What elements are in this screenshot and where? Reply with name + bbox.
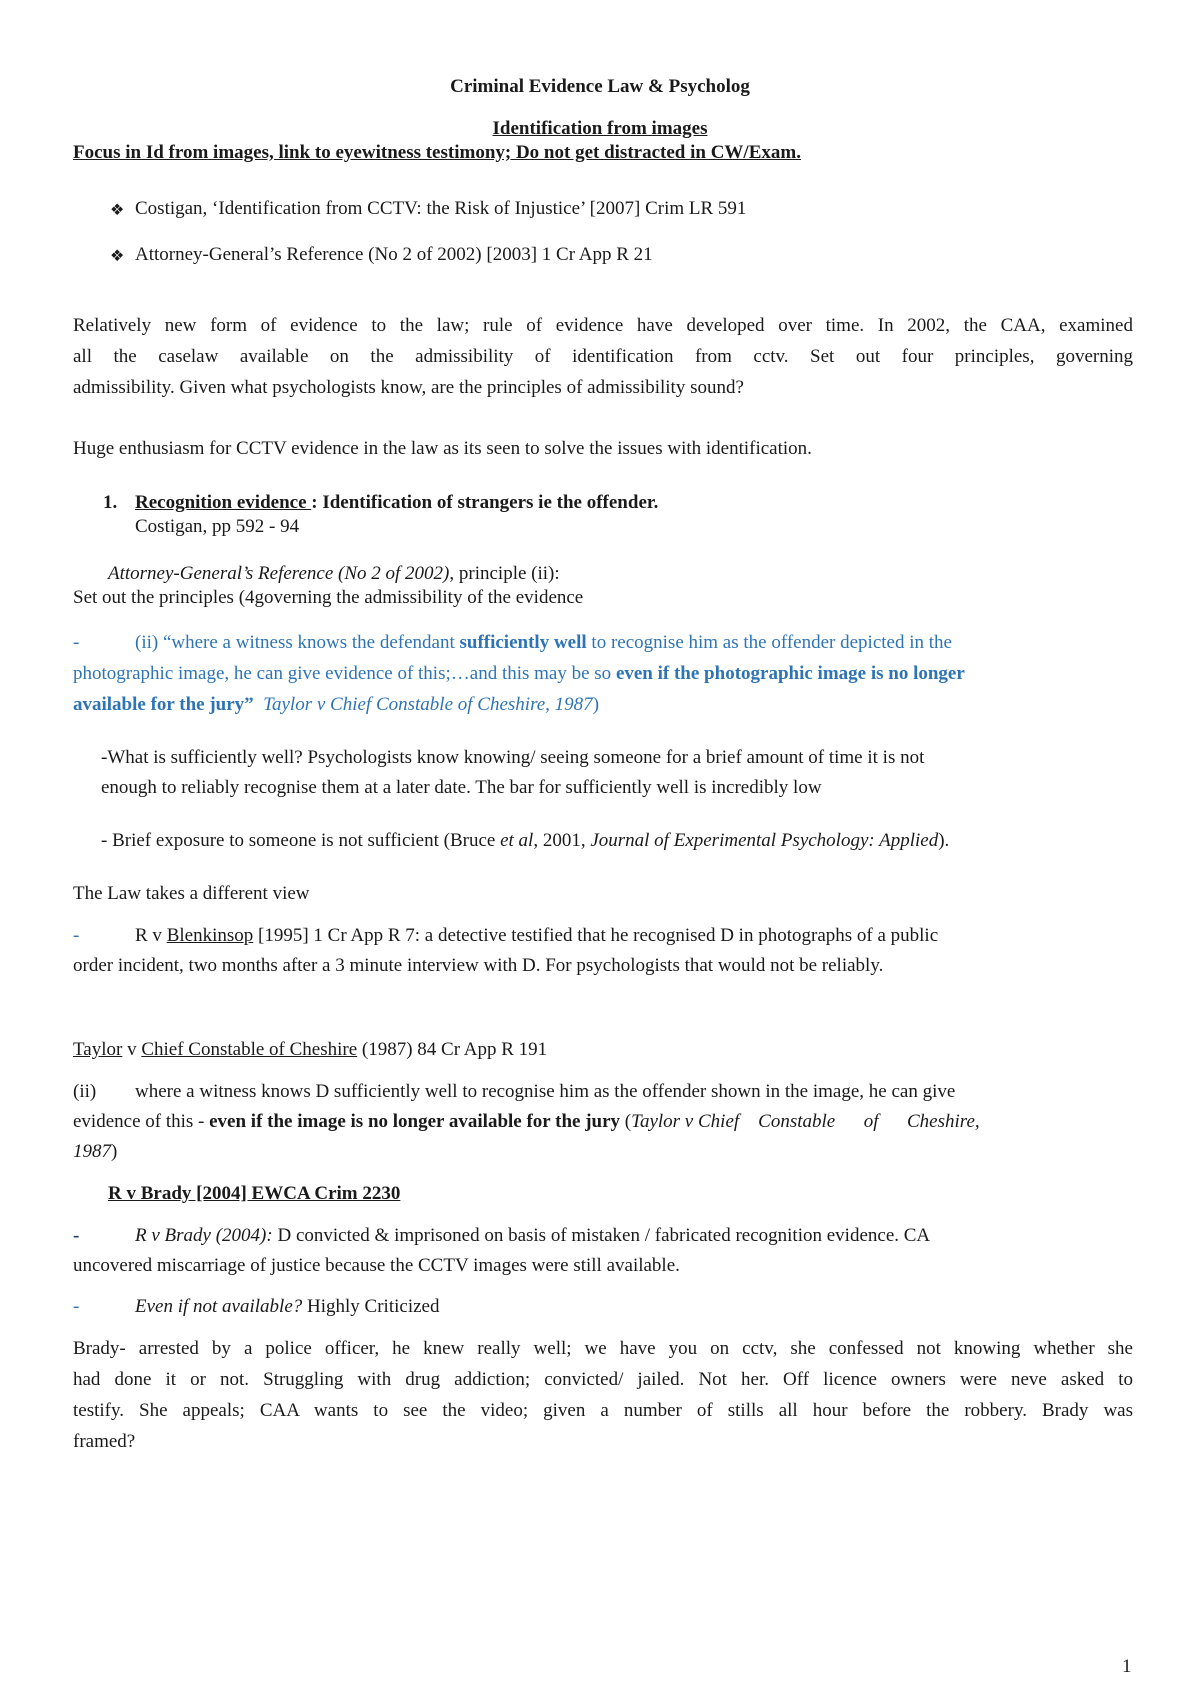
quote-text: )	[592, 694, 600, 715]
blenkinsop-case: Blenkinsop	[166, 925, 254, 946]
taylor-text: evidence of this -	[73, 1111, 210, 1132]
intro-line-2: all the caselaw available on the admissibility of identification from cctv. Set out four principles, governing	[73, 346, 1133, 367]
brady-para-1: Brady- arrested by a police officer, he knew really well; we have you on cctv, she confessed not knowing whether she	[73, 1338, 1133, 1359]
brady-question-text: Highly Criticized	[302, 1296, 440, 1317]
journal-name: Journal of Experimental Psychology: Applied	[590, 830, 939, 851]
case-prefix: R v	[135, 925, 167, 946]
reading-ag-reference: Attorney-General’s Reference (No 2 of 2002) [2003] 1 Cr App R 21	[135, 244, 653, 265]
ag-principle-line	[108, 563, 1168, 585]
note-text: - Brief exposure to someone is not sufficient (Bruce	[101, 830, 501, 851]
brady-para-4: framed?	[73, 1431, 136, 1452]
section-1-heading	[135, 492, 1195, 514]
note-text: , 2001,	[533, 830, 591, 851]
section-1-reference: Costigan, pp 592 - 94	[135, 516, 300, 537]
quote-emphasis: sufficiently well	[459, 632, 587, 653]
brady-line-2: uncovered miscarriage of justice because the CCTV images were still available.	[73, 1255, 680, 1276]
taylor-citation: (1987) 84 Cr App R 191	[357, 1039, 548, 1060]
case-v: v	[122, 1039, 142, 1060]
quote-line-2	[73, 663, 1133, 685]
brady-para-2: had done it or not. Struggling with drug addiction; convicted/ jailed. Not her. Off licence owners were neve asked to	[73, 1369, 1133, 1390]
note-sufficiently-well-1: -What is sufficiently well? Psychologists know knowing/ seeing someone for a brief amount of time it is not	[101, 747, 925, 768]
taylor-year: 1987	[73, 1141, 111, 1162]
quote-case-name: Taylor v Chief Constable of Cheshire, 1987	[263, 694, 593, 715]
focus-note: Focus in Id from images, link to eyewitness testimony; Do not get distracted in CW/Exam.	[73, 142, 801, 163]
section-1-heading-rest: : Identification of strangers ie the offender.	[311, 492, 659, 513]
blenkinsop-line-2: order incident, two months after a 3 minute interview with D. For psychologists that would not be reliably.	[73, 955, 884, 976]
taylor-line-3	[73, 1141, 1133, 1163]
brady-question	[135, 1296, 1195, 1318]
quote-line-1	[135, 632, 1195, 654]
diamond-bullet-icon: ❖	[110, 248, 125, 265]
brady-question-italic: Even if not available?	[135, 1296, 303, 1317]
taylor-line-2	[73, 1111, 1133, 1133]
intro-enthusiasm: Huge enthusiasm for CCTV evidence in the law as its seen to solve the issues with identification.	[73, 438, 812, 459]
brady-line-1	[135, 1225, 1195, 1247]
quote-text: (ii) “where a witness knows the defendant	[135, 632, 460, 653]
ag-case-name: Attorney-General’s Reference (No 2 of 2002)	[108, 563, 450, 584]
taylor-case: Taylor	[73, 1039, 123, 1060]
intro-line-1: Relatively new form of evidence to the law; rule of evidence have developed over time. In 2002, the CAA, examined	[73, 315, 1133, 336]
course-title: Criminal Evidence Law & Psycholog	[450, 76, 750, 97]
page-number: 1	[1122, 1656, 1132, 1677]
taylor-text: )	[111, 1141, 118, 1162]
taylor-emphasis: even if the image is no longer available for the jury	[209, 1111, 621, 1132]
quote-text: to recognise him as the offender depicted in the	[586, 632, 952, 653]
diamond-bullet-icon: ❖	[110, 202, 125, 219]
reading-costigan: Costigan, ‘Identification from CCTV: the Risk of Injustice’ [2007] Crim LR 591	[135, 198, 747, 219]
quote-emphasis: available for the jury”	[73, 694, 254, 715]
brady-case: R v Brady (2004):	[135, 1225, 273, 1246]
blenkinsop-line-1	[135, 925, 1195, 947]
note-brief-exposure	[101, 830, 1161, 852]
intro-line-3: admissibility. Given what psychologists know, are the principles of admissibility sound?	[73, 377, 744, 398]
brady-para-3: testify. She appeals; CAA wants to see the video; given a number of stills all hour before the robbery. Brady was	[73, 1400, 1133, 1421]
principles-line: Set out the principles (4governing the admissibility of the evidence	[73, 587, 584, 608]
law-dash: -	[73, 925, 80, 946]
cheshire-case: Chief Constable of Cheshire	[141, 1039, 358, 1060]
brady-dash: -	[73, 1225, 80, 1246]
quote-text: photographic image, he can give evidence of this;…and this may be so	[73, 663, 616, 684]
quote-line-3	[73, 694, 1133, 716]
brady-heading: R v Brady [2004] EWCA Crim 2230	[108, 1183, 401, 1204]
taylor-num: (ii)	[73, 1081, 97, 1102]
note-italic: et al	[500, 830, 534, 851]
taylor-heading	[73, 1039, 1133, 1061]
taylor-case-italic: Taylor v Chief Constable of Cheshire,	[631, 1111, 980, 1132]
blenkinsop-text: [1995] 1 Cr App R 7: a detective testified that he recognised D in photographs of a public	[253, 925, 939, 946]
topic-title: Identification from images	[492, 118, 708, 139]
brady-text: D convicted & imprisoned on basis of mistaken / fabricated recognition evidence. CA	[272, 1225, 931, 1246]
recognition-evidence-heading: Recognition evidence	[135, 492, 312, 513]
ag-principle: , principle (ii):	[449, 563, 560, 584]
taylor-line-1: where a witness knows D sufficiently well to recognise him as the offender shown in the image, he can give	[135, 1081, 956, 1102]
quote-dash: -	[73, 632, 80, 653]
section-1-number: 1.	[103, 492, 118, 513]
quote-emphasis: even if the photographic image is no longer	[615, 663, 965, 684]
taylor-text: (	[620, 1111, 632, 1132]
note-sufficiently-well-2: enough to reliably recognise them at a later date. The bar for sufficiently well is incredibly low	[101, 777, 822, 798]
note-text: ).	[938, 830, 950, 851]
brady-question-dash: -	[73, 1296, 80, 1317]
law-view-heading: The Law takes a different view	[73, 883, 310, 904]
